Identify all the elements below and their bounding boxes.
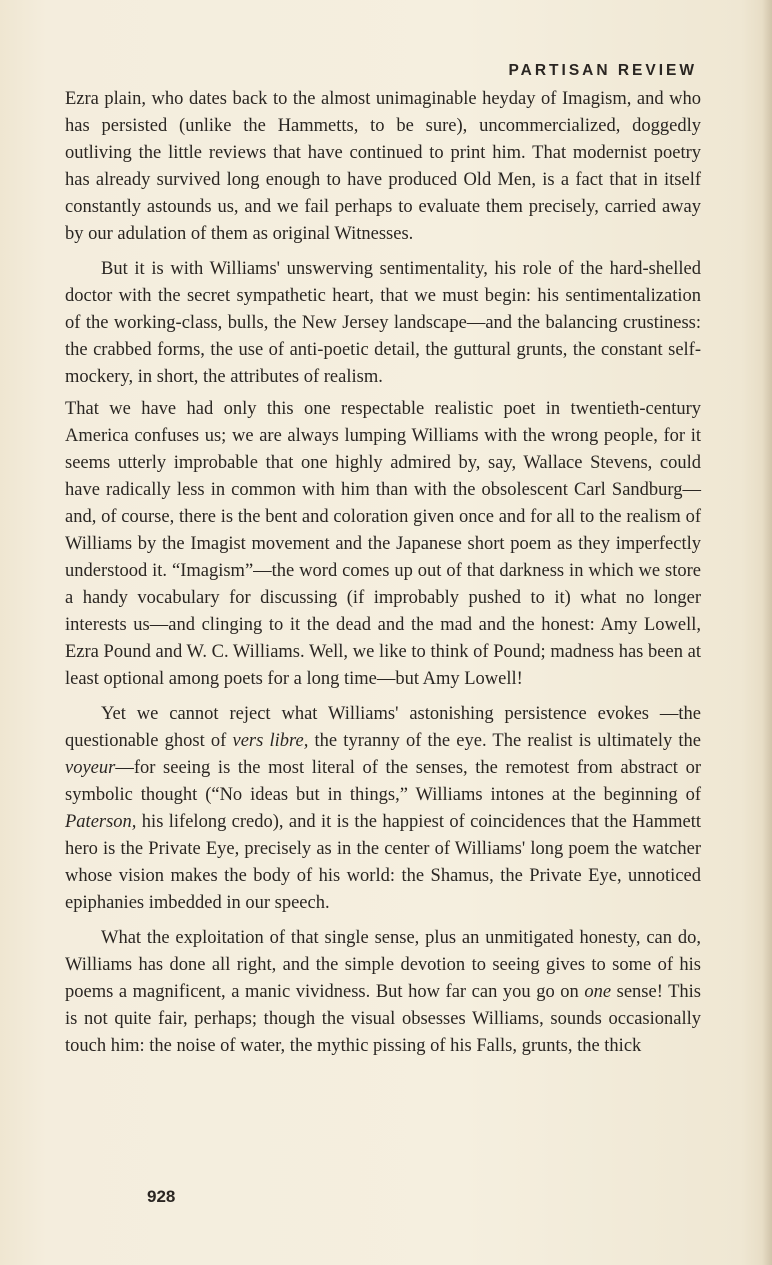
text-run: Yet we cannot reject what Williams' astonishing persistence evokes —the questionable ghost of [65, 704, 701, 751]
italic-run: voyeur [65, 758, 116, 778]
paragraph [65, 256, 701, 391]
text-run: the tyranny of the eye. The realist is ultimately the [308, 731, 701, 751]
text-run: What the exploitation of that single sense, plus an unmitigated honesty, can do, Williams has done all right, and the simple devotion to seeing gives to some of his poems a magnificent, a manic vividness. But how far can you go on [65, 928, 701, 1002]
text-run: That we have had only this one respectable realistic poet in twentieth-century America confuses us; we are always lumping Williams with the wrong people, for it seems utterly improbable that one highly admired by, say, Wallace Stevens, could have radically less in common with him than with the obsolescent Carl Sandburg—and, of course, there is the bent and coloration given once and for all to the realism of Williams by the Imagist movement and the Japanese short poem as they imperfectly understood it. “Imagism”—the word comes up out of that darkness in which we store a handy vocabulary for discussing (if improbably pushed to it) what no longer interests us—and clinging to it the dead and the mad and the honest: Amy Lowell, Ezra Pound and W. C. Williams. Well, we like to think of Pound; madness has been at least optional among poets for a long time—but Amy Lowell! [65, 399, 701, 689]
text-run: Ezra plain, who dates back to the almost unimaginable heyday of Imagism, and who has persisted (unlike the Hammetts, to be sure), uncommercialized, doggedly outliving the little reviews that have continued to print him. That modernist poetry has already survived long enough to have produced Old Men, is a fact that in itself constantly astounds us, and we fail perhaps to evaluate them precisely, carried away by our adulation of them as original Witnesses. [65, 89, 701, 244]
italic-run: Paterson, [65, 812, 137, 832]
page-edge-shadow [762, 0, 772, 1265]
article-body [65, 86, 701, 1060]
text-run: sense! This is not quite fair, perhaps; though the visual obsesses Williams, sounds occasionally touch him: the noise of water, the mythic pissing of his Falls, grunts, the thick [65, 982, 701, 1056]
paragraph [65, 925, 701, 1060]
paragraph [65, 86, 701, 248]
text-run: his lifelong credo), and it is the happiest of coincidences that the Hammett hero is the Private Eye, precisely as in the center of Williams' long poem the watcher whose vision makes the body of his world: the Shamus, the Private Eye, unnoticed epiphanies imbedded in our speech. [65, 812, 701, 913]
paragraph [65, 701, 701, 917]
text-run: But it is with Williams' unswerving sentimentality, his role of the hard-shelled doctor with the secret sympathetic heart, that we must begin: his sentimentalization of the working-class, bulls, the New Jersey landscape—and the balancing crustiness: the crabbed forms, the use of anti-poetic detail, the guttural grunts, the constant self-mockery, in short, the attributes of realism. [65, 259, 701, 387]
paragraph [65, 396, 701, 693]
italic-run: vers libre, [232, 731, 309, 751]
running-head: PARTISAN REVIEW [508, 62, 697, 79]
page-number: 928 [147, 1187, 176, 1206]
text-run: —for seeing is the most literal of the senses, the remotest from abstract or symbolic thought (“No ideas but in things,” Williams intones at the beginning of [65, 758, 701, 805]
italic-run: one [584, 982, 612, 1002]
